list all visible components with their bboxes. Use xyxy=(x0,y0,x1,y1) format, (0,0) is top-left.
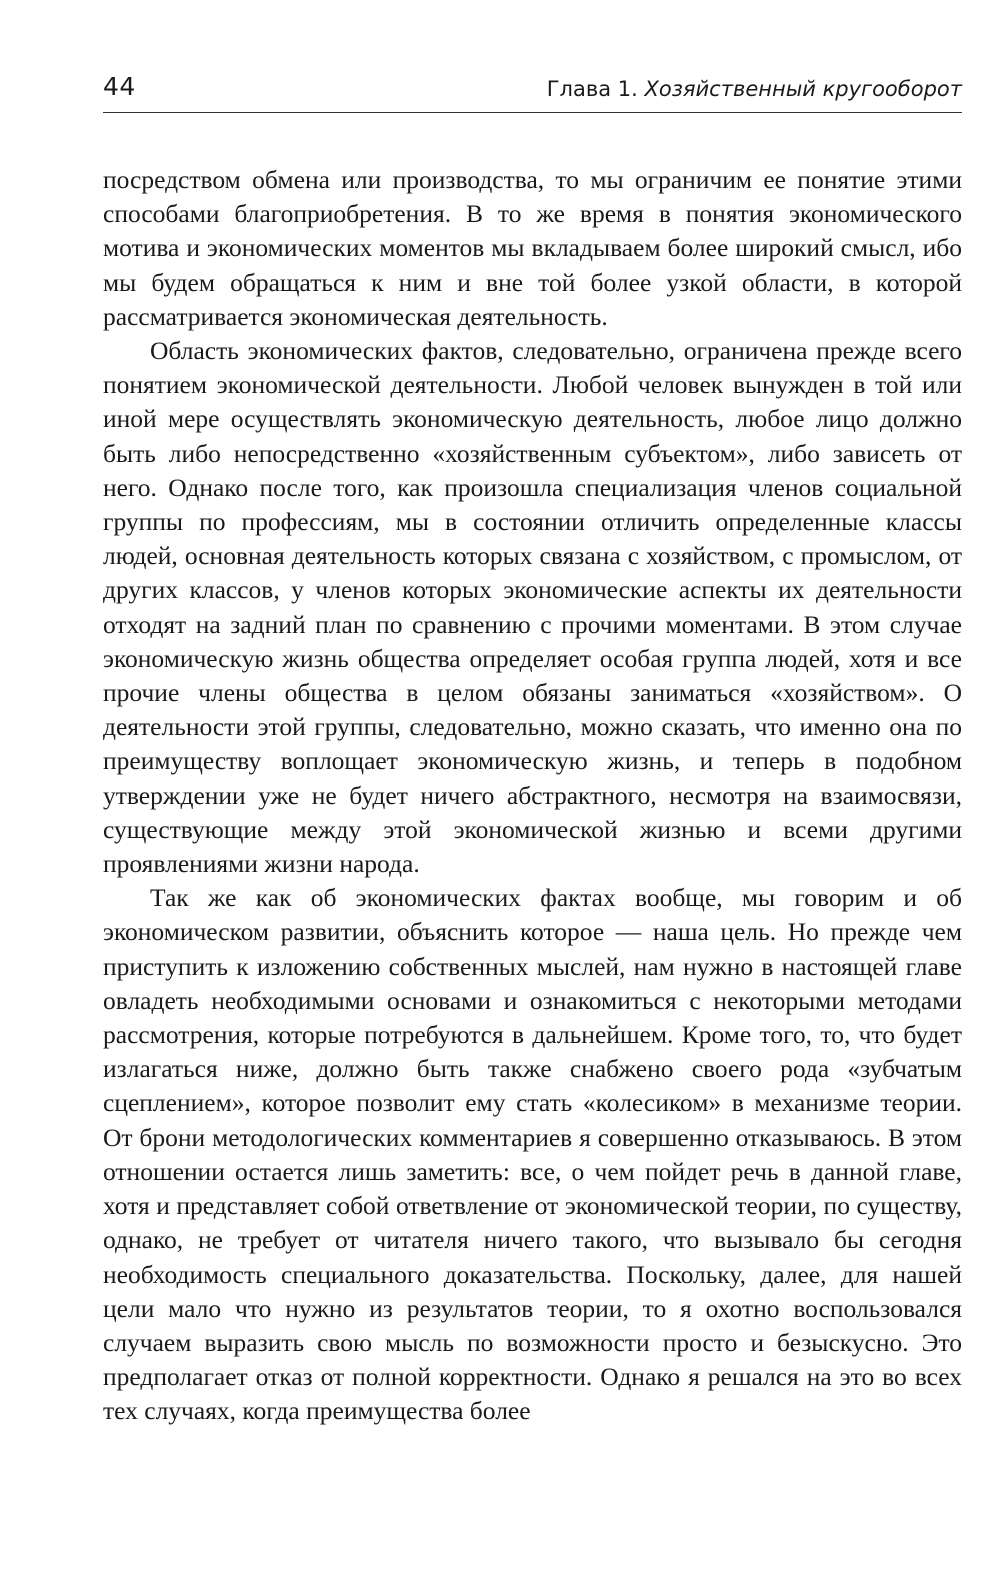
chapter-title: Хозяйственный кругооборот xyxy=(644,77,962,101)
running-head xyxy=(547,77,962,101)
page-header xyxy=(103,62,962,112)
paragraph-continued: посредством обмена или производства, то мы ограничим ее понятие этими способами благоприобретения. В то же время в понятия экономического мотива и экономических моментов мы вкладываем более широкий смысл, ибо мы будем обращаться к ним и вне той более узкой области, в которой рассматривается экономическая деятельность. xyxy=(103,165,962,331)
page-number: 44 xyxy=(103,72,136,101)
paragraph: Область экономических фактов, следовательно, ограничена прежде всего понятием экономической деятельности. Любой человек вынужден в той или иной мере осуществлять экономическую деятельность, любое лицо должно быть либо непосредственно «хозяйственным субъектом», либо зависеть от него. Однако после того, как произошла специализация членов социальной группы по профессиям, мы в состоянии отличить определенные классы людей, основная деятельность которых связана с хозяйством, с промыслом, от других классов, у членов которых экономические аспекты их деятельности отходят на задний план по сравнению с прочими моментами. В этом случае экономическую жизнь общества определяет особая группа людей, хотя и все прочие члены общества в целом обязаны заниматься «хозяйством». О деятельности этой группы, следовательно, можно сказать, что именно она по преимуществу воплощает экономическую жизнь, и теперь в подобном утверждении уже не будет ничего абстрактного, несмотря на взаимосвязи, существующие между этой экономической жизнью и всеми другими проявлениями жизни народа. xyxy=(103,336,962,879)
header-rule xyxy=(103,112,962,113)
body-text xyxy=(103,163,962,1429)
chapter-label: Глава 1. xyxy=(546,77,638,101)
paragraph: Так же как об экономических фактах вообще, мы говорим и об экономическом развитии, объяснить которое — наша цель. Но прежде чем приступить к изложению собственных мыслей, нам нужно в настоящей главе овладеть необходимыми основами и ознакомиться с некоторыми методами рассмотрения, которые потребуются в дальнейшем. Кроме того, то, что будет излагаться ниже, должно быть также снабжено своего рода «зубчатым сцеплением», которое позволит ему стать «колесиком» в механизме теории. От брони методологических комментариев я совершенно отказываюсь. В этом отношении остается лишь заметить: все, о чем пойдет речь в данной главе, хотя и представляет собой ответвление от экономической теории, по существу, однако, не требует от читателя ничего такого, что вызывало бы сегодня необходимость специального доказательства. Поскольку, далее, для нашей цели мало что нужно из результатов теории, то я охотно воспользовался случаем выразить свою мысль по возможности просто и безыскусно. Это предполагает отказ от полной корректности. Однако я решался на это во всех тех случаях, когда преимущества более xyxy=(103,883,962,1426)
